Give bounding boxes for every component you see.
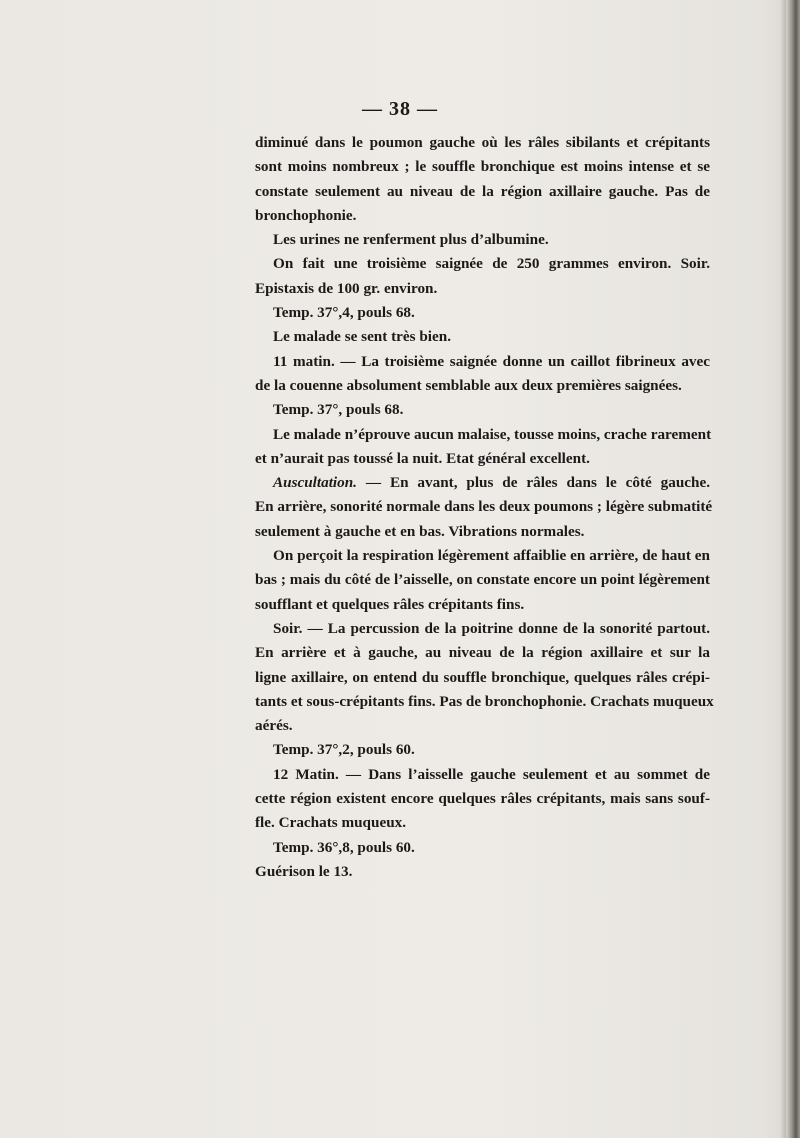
- text-line: Temp. 37°,4, pouls 68.: [273, 304, 415, 322]
- text-line: bas ; mais du côté de l’aisselle, on constate encore un point légèrement: [255, 571, 710, 589]
- text-line: Les urines ne renferment plus d’albumine.: [273, 231, 549, 249]
- text-line: On fait une troisième saignée de 250 grammes environ. Soir.: [273, 255, 710, 273]
- page-edge: [786, 0, 800, 1138]
- text-line: de la couenne absolument semblable aux deux premières saignées.: [255, 376, 682, 394]
- text-line: Temp. 37°, pouls 68.: [273, 401, 404, 419]
- text-line-auscultation: [255, 471, 710, 495]
- text-line: Le malade n’éprouve aucun malaise, tousse moins, crache rarement: [273, 425, 712, 443]
- body-text: [255, 131, 714, 884]
- text-line: Soir. — La percussion de la poitrine donne de la sonorité partout.: [273, 619, 710, 637]
- text-line: sont moins nombreux ; le souffle bronchique est moins intense et se: [255, 158, 710, 176]
- text-line: constate seulement au niveau de la région axillaire gauche. Pas de: [255, 182, 710, 200]
- text-line: fle. Crachats muqueux.: [255, 814, 407, 832]
- text-line: Temp. 37°,2, pouls 60.: [273, 741, 415, 759]
- text-line: et n’aurait pas toussé la nuit. Etat général excellent.: [255, 449, 590, 467]
- text-line: Temp. 36°,8, pouls 60.: [273, 838, 415, 856]
- text-line: Epistaxis de 100 gr. environ.: [255, 279, 438, 297]
- auscultation-text: — En avant, plus de râles dans le côté gauche.: [356, 474, 710, 492]
- text-line: Le malade se sent très bien.: [273, 328, 452, 346]
- text-line: Guérison le 13.: [255, 862, 353, 880]
- text-line: bronchophonie.: [255, 206, 357, 224]
- page-number: — 38 —: [362, 98, 438, 120]
- text-line: aérés.: [255, 717, 293, 735]
- text-line: En arrière et à gauche, au niveau de la région axillaire et sur la: [255, 644, 710, 662]
- text-line: En arrière, sonorité normale dans les deux poumons ; légère submatité: [255, 498, 713, 516]
- text-line: soufflant et quelques râles crépitants fins.: [255, 595, 525, 613]
- text-line: ligne axillaire, on entend du souffle bronchique, quelques râles crépi-: [255, 668, 710, 686]
- text-line: seulement à gauche et en bas. Vibrations normales.: [255, 522, 585, 540]
- text-line: tants et sous-crépitants fins. Pas de bronchophonie. Crachats muqueux: [255, 692, 714, 710]
- auscultation-heading: Auscultation.: [273, 474, 357, 492]
- text-line: 12 Matin. — Dans l’aisselle gauche seulement et au sommet de: [273, 765, 710, 783]
- text-line: 11 matin. — La troisième saignée donne un caillot fibrineux avec: [273, 352, 710, 370]
- text-line: On perçoit la respiration légèrement affaiblie en arrière, de haut en: [273, 547, 710, 565]
- text-line: diminué dans le poumon gauche où les râles sibilants et crépitants: [255, 134, 710, 151]
- text-line: cette région existent encore quelques râles crépitants, mais sans souf-: [255, 790, 710, 808]
